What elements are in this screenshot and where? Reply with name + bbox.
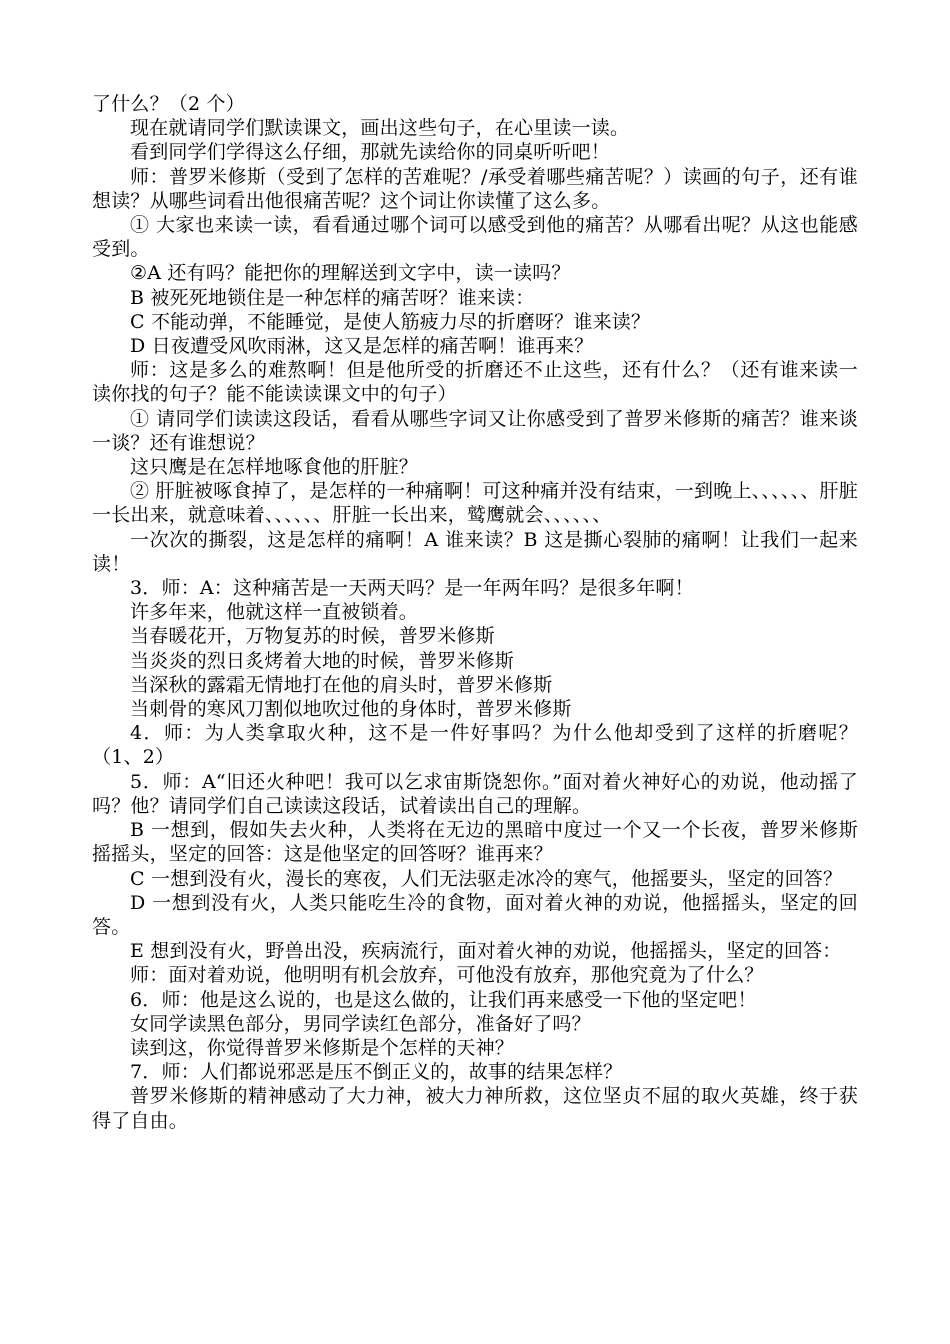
paragraph: 7．师：人们都说邪恶是压不倒正义的，故事的结果怎样？ — [130, 1061, 623, 1084]
paragraph: 看到同学们学得这么仔细，那就先读给你的同桌听听吧！ — [130, 141, 611, 164]
paragraph: 现在就请同学们默读课文，画出这些句子，在心里读一读。 — [130, 117, 630, 140]
paragraph: D 日夜遭受风吹雨淋，这又是怎样的痛苦啊！谁再来？ — [130, 335, 594, 358]
paragraph: 6．师：他是这么说的，也是这么做的，让我们再来感受一下他的坚定吧！ — [130, 988, 757, 1011]
paragraph: ① 请同学们读读这段话，看看从哪些字词又让你感受到了普罗米修斯的痛苦？谁来谈一谈？还有谁想说？ — [92, 407, 858, 454]
paragraph: C 一想到没有火，漫长的寒夜，人们无法驱走冰冷的寒气，他摇要头，坚定的回答？ — [130, 867, 843, 890]
paragraph: 当深秋的露霜无情地打在他的肩头时，普罗米修斯 — [130, 673, 553, 696]
paragraph: 师：普罗米修斯（受到了怎样的苦难呢？/承受着哪些痛苦呢？）读画的句子，还有谁想读？从哪些词看出他很痛苦呢？这个词让你读懂了这么多。 — [92, 165, 858, 212]
paragraph: 3．师：A：这种痛苦是一天两天吗？是一年两年吗？是很多年啊！ — [130, 577, 694, 600]
paragraph: 这只鹰是在怎样地啄食他的肝脏？ — [130, 456, 419, 479]
paragraph: ②A 还有吗？能把你的理解送到文字中，读一读吗？ — [130, 262, 571, 285]
paragraph: 当刺骨的寒风刀割似地吹过他的身体时，普罗米修斯 — [130, 698, 572, 721]
paragraph: 女同学读黑色部分，男同学读红色部分，准备好了吗？ — [130, 1012, 591, 1035]
paragraph: 读到这，你觉得普罗米修斯是个怎样的天神？ — [130, 1036, 515, 1059]
paragraph: D 一想到没有火，人类只能吃生冷的食物，面对着火神的劝说，他摇摇头，坚定的回答。 — [92, 891, 859, 938]
paragraph: B 被死死地锁住是一种怎样的痛苦呀？谁来读： — [130, 286, 535, 309]
paragraph: C 不能动弹，不能睡觉，是使人筋疲力尽的折磨呀？谁来读？ — [130, 310, 651, 333]
paragraph: 4．师：为人类拿取火种，这不是一件好事吗？为什么他却受到了这样的折磨呢？（1、2） — [92, 722, 858, 769]
paragraph: 许多年来，他就这样一直被锁着。 — [130, 601, 419, 624]
paragraph: 5．师：A“旧还火种吧！我可以乞求宙斯饶恕你。”面对着火神好心的劝说，他动摇了吗？他？请同学们自己读读这段话，试着读出自己的理解。 — [92, 770, 858, 817]
paragraph: 当春暖花开，万物复苏的时候，普罗米修斯 — [130, 625, 495, 648]
paragraph: 一次次的撕裂，这是怎样的痛啊！A 谁来读？B 这是撕心裂肺的痛啊！让我们一起来读！ — [92, 528, 858, 575]
paragraph: 师：面对着劝说，他明明有机会放弃，可他没有放弃，那他究竟为了什么？ — [130, 964, 764, 987]
paragraph: ② 肝脏被啄食掉了，是怎样的一种痛啊！可这种痛并没有结束，一到晚上、、、、、、肝脏一长出来，就意味着、、、、、、肝脏一长出来，鹫鹰就会、、、、、、 — [92, 480, 858, 527]
paragraph: ① 大家也来读一读，看看通过哪个词可以感受到他的痛苦？从哪看出呢？从这也能感受到。 — [92, 214, 858, 261]
paragraph: 了什么？（2 个） — [92, 93, 245, 115]
paragraph: B 一想到，假如失去火种，人类将在无边的黑暗中度过一个又一个长夜，普罗米修斯摇摇头，坚定的回答：这是他坚定的回答呀？谁再来？ — [92, 819, 858, 866]
paragraph: 师：这是多么的难熬啊！但是他所受的折磨还不止这些，还有什么？（还有谁来读一读你找的句子？能不能读读课文中的句子） — [92, 359, 858, 406]
paragraph: 普罗米修斯的精神感动了大力神，被大力神所救，这位坚贞不屈的取火英雄，终于获得了自由。 — [92, 1085, 858, 1132]
paragraph: E 想到没有火，野兽出没，疾病流行，面对着火神的劝说，他摇摇头，坚定的回答： — [130, 940, 842, 963]
paragraph: 当炎炎的烈日炙烤着大地的时候，普罗米修斯 — [130, 649, 515, 672]
